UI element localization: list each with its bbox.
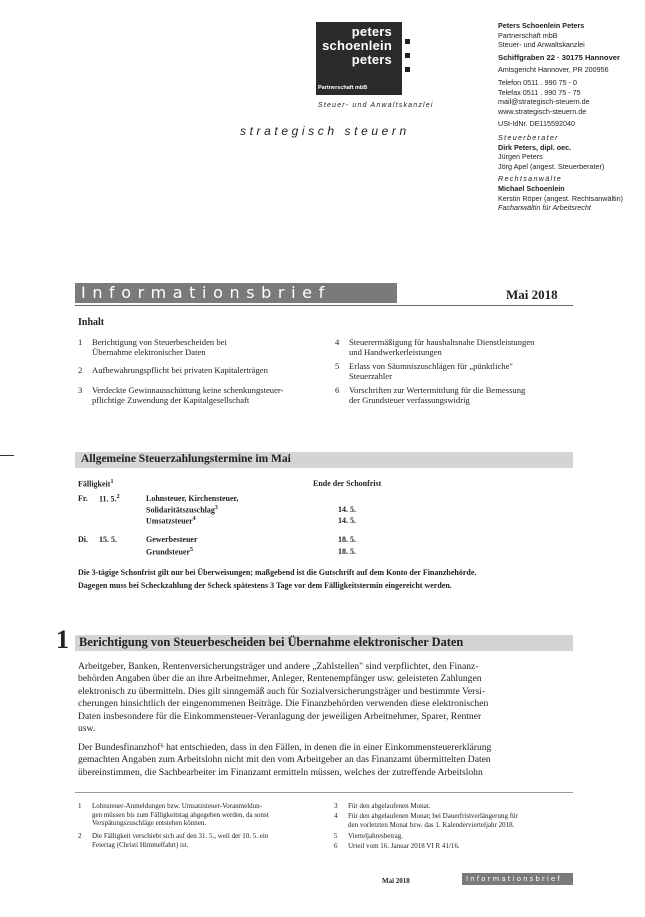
tax-type: Grundsteuer$^5$ [146, 547, 193, 557]
firm-tagline: Steuer- und Anwaltskanzlei [318, 102, 434, 109]
firm-web: www.strategisch-steuern.de [498, 106, 587, 116]
banner-title: Informationsbrief [81, 283, 331, 302]
firm-phone: Telefon 0511 . 990 75 - 0 [498, 77, 577, 87]
footnote-divider [75, 792, 573, 793]
tax-advisor-3: Jörg Apel (angest. Steuerberater) [498, 161, 605, 171]
fold-mark [0, 455, 14, 456]
tax-advisor-1: Dirk Peters, dipl. oec. [498, 142, 572, 152]
firm-kind: Steuer- und Anwaltskanzlei [498, 40, 585, 50]
due-date: 15. 5. [99, 535, 117, 544]
firm-email: mail@strategisch-steuern.de [498, 97, 590, 107]
logo-line-3: peters [351, 52, 392, 67]
issue-month: Mai 2018 [506, 287, 558, 302]
tax-dates-heading: Allgemeine Steuerzahlungstermine im Mai [81, 453, 291, 465]
section-header [75, 635, 573, 651]
logo-sub: Partnerschaft mbB [318, 85, 368, 91]
lawyer-1: Michael Schoenlein [498, 183, 565, 193]
end-date: 18. 5. [338, 535, 356, 544]
end-date: 14. 5. [338, 516, 356, 525]
firm-info [498, 21, 643, 213]
due-day: Fr. [78, 494, 88, 503]
firm-fax: Telefax 0511 . 990 75 - 75 [498, 87, 581, 97]
due-column-header: Fälligkeit$^1$ [78, 479, 114, 489]
due-date: 11. 5.$^2$ [99, 494, 120, 504]
tax-advisors-heading: Steuerberater [498, 132, 559, 142]
firm-logo [316, 22, 402, 95]
lawyer-2: Kerstin Röper (angest. Rechtsanwältin) [498, 193, 624, 203]
firm-vat: USt-IdNr. DE115592040 [498, 119, 575, 129]
info-banner [75, 283, 397, 303]
due-day: Di. [78, 535, 88, 544]
logo-line-2: schoenlein [322, 38, 392, 53]
tax-dates-header [75, 452, 573, 468]
divider [75, 305, 573, 306]
contents-heading: Inhalt [78, 317, 105, 328]
lawyer-3: Fachanwältin für Arbeitsrecht [498, 203, 591, 213]
footer-label-box [462, 873, 573, 885]
firm-type: Partnerschaft mbB [498, 30, 558, 40]
section-number: 1 [56, 625, 69, 654]
end-column-header: Ende der Schonfrist [313, 479, 382, 488]
end-date: 14. 5. [338, 505, 356, 514]
footer-month: Mai 2018 [382, 877, 410, 885]
tax-type: Umsatzsteuer$^4$ [146, 516, 196, 526]
tax-type: Solidaritätszuschlag$^3$ [146, 505, 218, 515]
section-paragraph: Arbeitgeber, Banken, Rentenversicherungsträger und andere „Zahlstellen" sind verpflichtet, den Finanz- behörden Angaben über die an ihre Arbeitnehmer, Anleger, Rentenempfänger usw. geleisteten Zahlungen elektronisch zu übermitteln. Dies gilt sinngemäß auch für Sozialversicherungsträger und bestimmte Versi- cherungen hinsichtlich der eingenommenen Beiträge. Die Finanzbehörden verwenden diese elektronischen Daten insbesondere für die Einkommensteuer-Veranlagung der jeweiligen Arbeitnehmer, Sparer, Rentner usw. [78, 661, 489, 735]
lawyers-heading: Rechtsanwälte [498, 174, 563, 184]
section-paragraph: Der Bundesfinanzhof⁶ hat entschieden, dass in den Fällen, in denen die in einer Einkommensteuererklärung gemachten Angaben zum Arbeitslohn nicht mit den vom Arbeitgeber an das Finanzamt übermittelten Daten übereinstimmen, die Sachbearbeiter im Finanzamt ermitteln müssen, welches der zutreffende Arbeitslohn [78, 742, 492, 778]
tax-advisor-2: Jürgen Peters [498, 152, 543, 162]
logo-line-1: peters [351, 24, 392, 39]
tax-type: Gewerbesteuer [146, 535, 198, 544]
section-title: Berichtigung von Steuerbescheiden bei Übernahme elektronischer Daten [79, 635, 464, 649]
tax-note: Dagegen muss bei Scheckzahlung der Scheck spätestens 3 Tage vor dem Fälligkeitstermin eingereicht werden. [78, 581, 452, 590]
firm-court: Amtsgericht Hannover, PR 200956 [498, 65, 609, 75]
firm-address: Schiffgraben 22 · 30175 Hannover [498, 52, 620, 62]
firm-name: Peters Schoenlein Peters [498, 21, 585, 30]
end-date: 18. 5. [338, 547, 356, 556]
footer-label: Informationsbrief [466, 875, 562, 883]
slogan: strategisch steuern [240, 124, 410, 138]
tax-note: Die 3-tägige Schonfrist gilt nur bei Überweisungen; maßgebend ist die Gutschrift auf dem Konto der Finanzbehörde. [78, 568, 477, 577]
tax-type: Lohnsteuer, Kirchensteuer, [146, 494, 239, 503]
